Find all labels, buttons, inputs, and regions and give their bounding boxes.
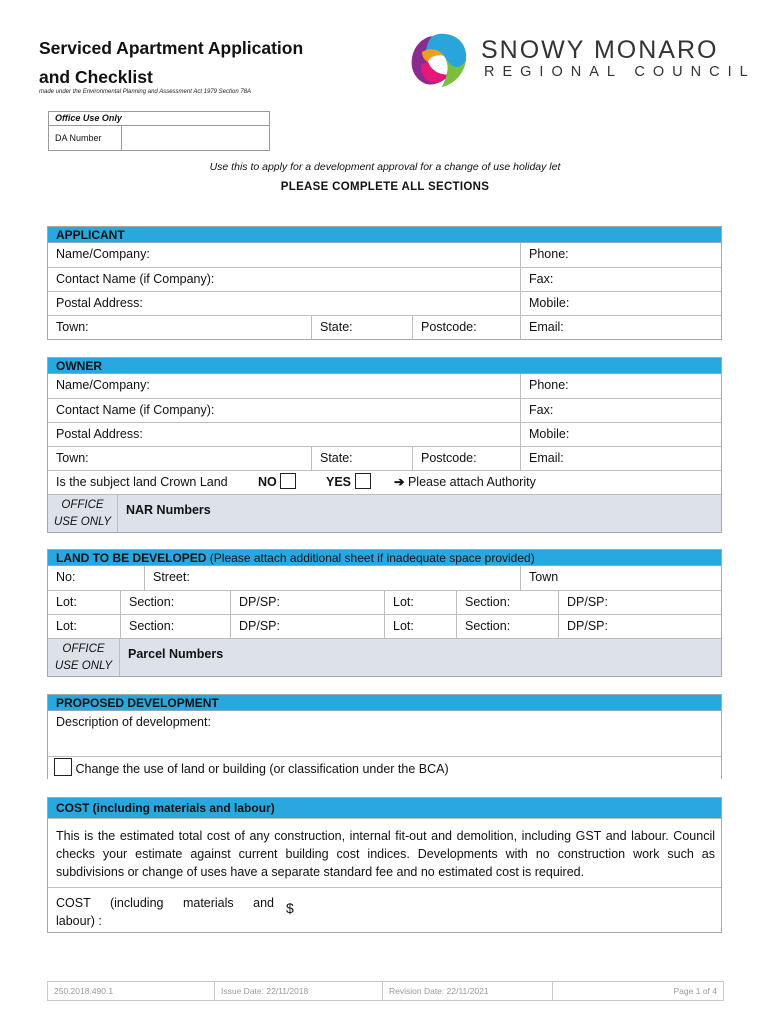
office-use-only-label: OFFICE USE ONLY <box>48 639 120 676</box>
applicant-fax-field[interactable]: Fax: <box>520 268 721 291</box>
owner-header: OWNER <box>48 358 721 374</box>
crown-land-yes-checkbox[interactable] <box>355 473 371 489</box>
title-line-1: Serviced Apartment Application <box>39 38 304 58</box>
complete-all-heading: PLEASE COMPLETE ALL SECTIONS <box>280 181 490 193</box>
land-no-field[interactable]: No: <box>56 570 76 584</box>
logo-text-line-2: REGIONAL COUNCIL <box>484 64 756 80</box>
change-use-option[interactable]: Change the use of land or building (or classification under the BCA) <box>48 757 721 779</box>
applicant-state-field[interactable]: State: <box>311 316 412 339</box>
title-line-2: and Checklist <box>39 67 153 87</box>
section-field-3[interactable]: Section: <box>120 615 230 638</box>
office-use-only-label: OFFICE USE ONLY <box>48 495 118 532</box>
applicant-town-field[interactable]: Town: <box>56 320 89 334</box>
applicant-section <box>47 226 722 340</box>
intro-text: Use this to apply for a development approval for a change of use holiday let <box>209 161 561 173</box>
crown-land-no-checkbox[interactable] <box>280 473 296 489</box>
applicant-mobile-field[interactable]: Mobile: <box>520 292 721 315</box>
owner-state-field[interactable]: State: <box>311 447 412 470</box>
applicant-postcode-field[interactable]: Postcode: <box>412 316 520 339</box>
dpsp-field-3[interactable]: DP/SP: <box>230 615 384 638</box>
owner-section <box>47 357 722 533</box>
owner-email-field[interactable]: Email: <box>520 447 721 470</box>
nar-numbers-label: NAR Numbers <box>126 503 211 517</box>
proposed-section <box>47 694 722 779</box>
office-use-title: Office Use Only <box>49 112 269 126</box>
owner-mobile-field[interactable]: Mobile: <box>520 423 721 446</box>
arrow-right-icon: ➔ <box>394 475 405 489</box>
section-field-4[interactable]: Section: <box>456 615 558 638</box>
cost-section <box>47 797 722 933</box>
owner-fax-field[interactable]: Fax: <box>520 399 721 422</box>
council-logo-icon <box>408 30 470 90</box>
document-id: 250.2018.490.1 <box>54 986 114 996</box>
owner-name-field[interactable]: Name/Company: <box>56 378 150 392</box>
cost-header: COST (including materials and labour) <box>48 798 721 818</box>
crown-land-yes[interactable]: YES <box>318 471 394 494</box>
da-number-label: DA Number <box>49 126 122 150</box>
council-logo <box>408 30 756 90</box>
page-footer <box>47 981 724 1001</box>
dpsp-field-1[interactable]: DP/SP: <box>230 591 384 614</box>
cost-amount-field[interactable] <box>274 888 721 932</box>
crown-land-question: Is the subject land Crown Land <box>56 475 228 489</box>
owner-postcode-field[interactable]: Postcode: <box>412 447 520 470</box>
land-section <box>47 549 722 677</box>
section-field-2[interactable]: Section: <box>456 591 558 614</box>
da-number-field[interactable] <box>122 126 269 150</box>
lot-field-3[interactable]: Lot: <box>56 619 77 633</box>
page-number: Page 1 of 4 <box>552 982 723 1000</box>
lot-field-1[interactable]: Lot: <box>56 595 77 609</box>
applicant-email-field[interactable]: Email: <box>520 316 721 339</box>
issue-date: Issue Date: 22/11/2018 <box>214 982 382 1000</box>
legislation-note: made under the Environmental Planning and Assessment Act 1979 Section 78A <box>39 89 252 95</box>
page-title <box>39 34 359 92</box>
cost-paragraph: This is the estimated total cost of any construction, internal fit-out and demolition, including GST and labour. Council checks your estimate against current building cost indices. Developments with no construction work such as subdivisions or change of uses have a separate standard fee and no estimated cost is required. <box>48 818 721 887</box>
owner-phone-field[interactable]: Phone: <box>520 374 721 398</box>
applicant-header: APPLICANT <box>48 227 721 243</box>
revision-date: Revision Date: 22/11/2021 <box>382 982 552 1000</box>
dpsp-field-2[interactable]: DP/SP: <box>558 591 721 614</box>
change-use-checkbox[interactable] <box>54 758 72 776</box>
description-field[interactable]: Description of development: <box>56 715 211 729</box>
owner-town-field[interactable]: Town: <box>56 451 89 465</box>
attach-authority-note: ➔ Please attach Authority <box>394 475 536 489</box>
owner-contact-field[interactable]: Contact Name (if Company): <box>56 403 215 417</box>
logo-text-line-1: SNOWY MONARO <box>481 36 719 64</box>
lot-field-4[interactable]: Lot: <box>384 615 456 638</box>
owner-postal-field[interactable]: Postal Address: <box>56 427 143 441</box>
land-street-field[interactable]: Street: <box>144 566 520 590</box>
applicant-phone-field[interactable]: Phone: <box>520 243 721 267</box>
applicant-postal-field[interactable]: Postal Address: <box>56 296 143 310</box>
parcel-numbers-label: Parcel Numbers <box>128 647 224 661</box>
land-header: LAND TO BE DEVELOPED (Please attach additional sheet if inadequate space provided) <box>48 550 721 566</box>
land-town-field[interactable]: Town <box>520 566 721 590</box>
lot-field-2[interactable]: Lot: <box>384 591 456 614</box>
proposed-header: PROPOSED DEVELOPMENT <box>48 695 721 711</box>
crown-land-no[interactable]: NO <box>258 471 318 494</box>
section-field-1[interactable]: Section: <box>120 591 230 614</box>
cost-label: COST (including materials and labour) : <box>56 896 274 928</box>
land-office-use-row <box>48 638 721 676</box>
office-use-box <box>48 111 270 151</box>
dpsp-field-4[interactable]: DP/SP: <box>558 615 721 638</box>
owner-office-use-row <box>48 494 721 532</box>
applicant-name-field[interactable]: Name/Company: <box>56 247 150 261</box>
currency-symbol: $ <box>286 900 294 916</box>
applicant-contact-field[interactable]: Contact Name (if Company): <box>56 272 215 286</box>
